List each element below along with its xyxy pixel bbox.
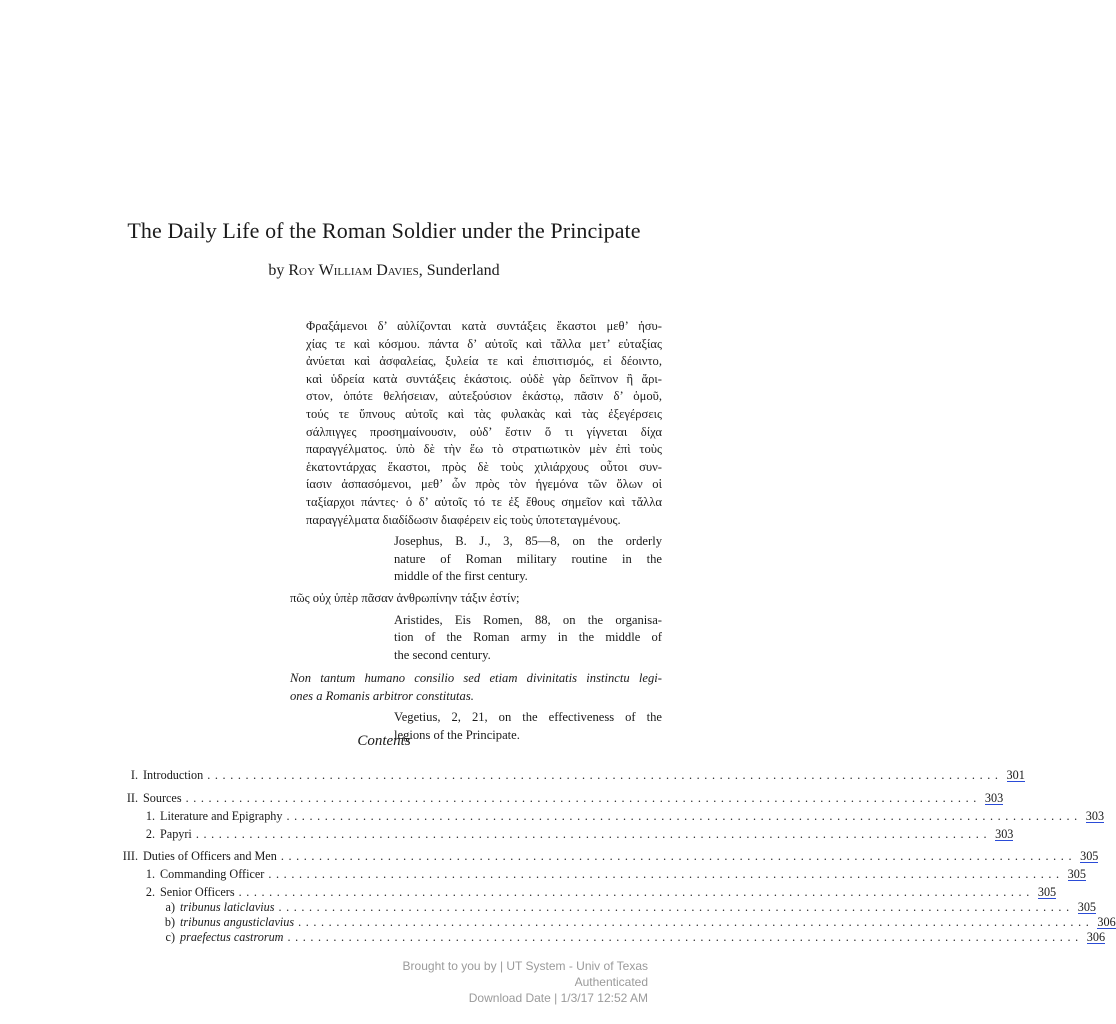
greek-line: σάλπιγγες προσημαίνουσιν, οὐδ’ ἔστιν ὅ τι γίγνεται δίχα: [306, 424, 662, 439]
greek-line: ἑκατοντάρχας ἕκαστοι, πρὸς δὲ τοὺς χιλιάρχους οὗτοι συν-: [306, 459, 662, 474]
toc-page-link[interactable]: 305: [1067, 867, 1086, 881]
toc-entry[interactable]: [110, 885, 1057, 901]
toc-label: Duties of Officers and Men: [143, 849, 277, 863]
toc-leader-dots: ........................................................................................................: [278, 900, 1074, 914]
josephus-attribution: [394, 533, 662, 586]
greek-line: ίασιν ἀσπασόμενοι, μεθ’ ὧν πρὸς τὸν ἡγεμόνα τῶν ὅλων οἱ: [306, 477, 662, 492]
toc-page-link[interactable]: 303: [1085, 809, 1105, 823]
toc-label-italic: praefectus castrorum: [180, 930, 284, 944]
greek-line: στον, ὁπότε θελήσειαν, αὐτεξούσιον ἑκάστῳ, πᾶσιν δ’ ὁμοῦ,: [306, 389, 662, 404]
greek-line: χίας τε καὶ κόσμου. πάντα δ’ αὐτοῖς καὶ τἄλλα μετ’ εὐταξίας: [306, 336, 662, 351]
toc-leader-dots: ........................................................................................................: [268, 867, 1064, 881]
footer-line: Authenticated: [574, 975, 648, 989]
vegetius-latin-quote: [290, 670, 662, 705]
toc-number: III.: [122, 849, 138, 863]
toc-label: [180, 930, 283, 945]
attribution-line: nature of Roman military routine in the: [394, 551, 662, 566]
greek-line: παραγγέλματος. ὑπὸ δὲ τὴν ἕω τὸ στρατιωτικὸν μὲν ἐπὶ τοὺς: [306, 442, 662, 457]
attribution-line: Aristides, Eis Romen, 88, on the organisa-: [394, 612, 662, 627]
greek-line: τούς τε ὕπνους αὐτοῖς καὶ τὰς φυλακὰς καὶ τὰς ἐξεγέρσεις: [306, 406, 662, 421]
greek-line: ταξίαρχοι πάντες· ὁ δ’ αὐτοῖς τό τε ἐξ ἔθους σημεῖον καὶ τἄλλα: [306, 494, 662, 509]
author-name: Roy William Davies: [288, 262, 419, 279]
toc-entry[interactable]: [110, 809, 1105, 825]
toc-page-link[interactable]: 303: [984, 791, 1004, 805]
footer-line: Brought to you by | UT System - Univ of Texas: [402, 959, 648, 973]
josephus-greek-quote: [290, 318, 662, 529]
toc-label: Commanding Officer: [160, 867, 265, 881]
byline-prefix: by: [268, 262, 285, 279]
article-title: The Daily Life of the Roman Soldier under the Principate: [127, 218, 641, 243]
byline-affiliation: , Sunderland: [418, 262, 500, 279]
toc-label: Papyri: [160, 827, 192, 841]
latin-line: ones a Romanis arbitror constitutas.: [290, 688, 474, 703]
toc-number: a): [165, 900, 175, 914]
toc-leader-dots: ........................................................................................................: [280, 849, 1077, 863]
toc-number: 2.: [145, 827, 155, 841]
toc-leader-dots: ........................................................................................................: [298, 915, 1094, 929]
toc-page-link[interactable]: 303: [995, 827, 1014, 841]
attribution-line: Vegetius, 2, 21, on the effectiveness of the: [394, 710, 662, 725]
toc-leader-dots: ........................................................................................................: [238, 885, 1034, 899]
toc-entry[interactable]: [110, 900, 1097, 916]
toc-leader-dots: ........................................................................................................: [185, 791, 981, 805]
byline: [0, 262, 768, 280]
toc-leader-dots: ........................................................................................................: [195, 827, 992, 841]
toc-number: b): [164, 915, 175, 929]
access-watermark: [403, 958, 648, 1006]
toc-page-link[interactable]: 305: [1037, 885, 1057, 899]
toc-label: [180, 915, 294, 930]
toc-leader-dots: ........................................................................................................: [287, 930, 1083, 944]
toc-entry[interactable]: [110, 930, 1106, 946]
toc-number: 1.: [145, 809, 155, 823]
toc-number: 1.: [145, 867, 155, 881]
toc-leader-dots: ........................................................................................................: [207, 768, 1003, 782]
epigraphs: [290, 318, 662, 745]
toc-leader-dots: ........................................................................................................: [286, 809, 1082, 823]
toc-page-link[interactable]: 305: [1080, 849, 1099, 863]
toc-entry[interactable]: [110, 867, 1086, 883]
toc-number: I.: [130, 768, 138, 782]
greek-line: ἀνύεται καὶ ἀσφαλείας, ξυλεία τε καὶ ἐπισιτισμός, εἰ δέοιντο,: [306, 354, 662, 369]
toc-label: Literature and Epigraphy: [160, 809, 283, 823]
footer-line: Download Date | 1/3/17 12:52 AM: [468, 991, 648, 1005]
toc-entry[interactable]: [110, 791, 1004, 807]
aristides-attribution: [394, 612, 662, 665]
toc-number: c): [165, 930, 175, 944]
toc-label: Sources: [143, 791, 182, 805]
toc-page-link[interactable]: 306: [1086, 930, 1106, 944]
toc-entry[interactable]: [110, 915, 1116, 931]
toc-page-link[interactable]: 301: [1006, 768, 1025, 782]
aristides-greek-quote: πῶς οὐχ ὑπὲρ πᾶσαν ἀνθρωπίνην τάξιν ἐστίν;: [290, 590, 520, 605]
greek-line: καὶ ὑδρεία κατὰ συντάξεις ἑκάστοις. οὐδὲ γὰρ δεῖπνον ἢ ἄρι-: [306, 371, 662, 386]
toc-number: 2.: [145, 885, 155, 899]
greek-line: παραγγέλματα διαδίδωσιν διαφέρειν εἰς τοὺς ὑποτεταγμένους.: [306, 512, 621, 527]
toc-label: Senior Officers: [160, 885, 235, 899]
toc-entry[interactable]: [110, 768, 1025, 784]
attribution-line: tion of the Roman army in the middle of: [394, 630, 662, 645]
toc-page-link[interactable]: 306: [1097, 915, 1116, 929]
toc-entry[interactable]: [110, 827, 1014, 843]
greek-line: Φραξάμενοι δ’ αὐλίζονται κατὰ συντάξεις ἕκαστοι μεθ’ ἡσυ-: [306, 319, 662, 333]
toc-entry[interactable]: [110, 849, 1099, 865]
attribution-line: middle of the first century.: [394, 569, 528, 584]
toc-page-link[interactable]: 305: [1077, 900, 1097, 914]
toc-label: Introduction: [143, 768, 204, 782]
toc-label-italic: tribunus angusticlavius: [180, 915, 295, 929]
toc-number: II.: [126, 791, 138, 805]
attribution-line: legions of the Principate.: [394, 728, 520, 743]
toc-label: [180, 900, 274, 915]
contents-heading: Contents: [357, 733, 411, 749]
attribution-line: the second century.: [394, 647, 491, 662]
attribution-line: Josephus, B. J., 3, 85—8, on the orderly: [394, 534, 662, 549]
toc-label-italic: tribunus laticlavius: [180, 900, 275, 914]
latin-line: Non tantum humano consilio sed etiam divinitatis instinctu legi-: [290, 671, 662, 686]
